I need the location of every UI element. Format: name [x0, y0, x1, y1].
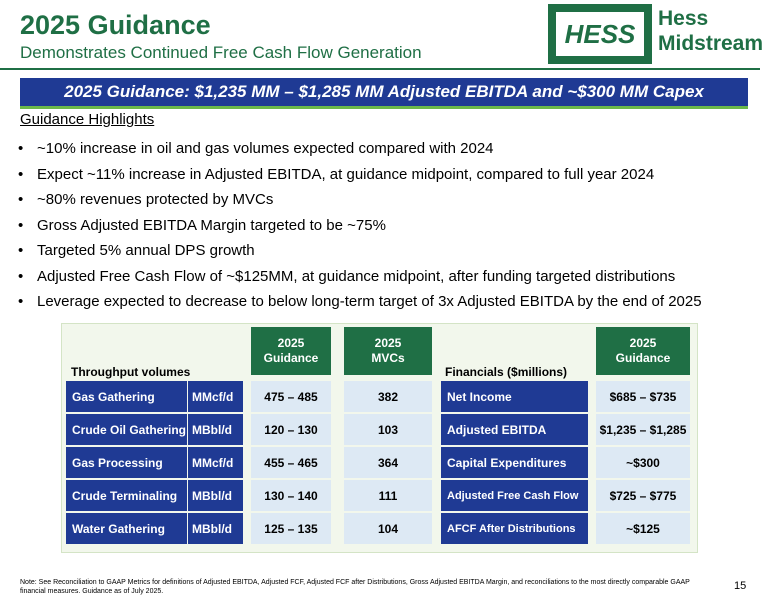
- throughput-guidance-value: 475 – 485: [251, 381, 331, 412]
- guidance-banner-text: 2025 Guidance: $1,235 MM – $1,285 MM Adjusted EBITDA and ~$300 MM Capex: [64, 82, 704, 101]
- highlight-item: [18, 213, 768, 239]
- bullet-marker: •: [18, 216, 24, 234]
- throughput-row-unit: MBbl/d: [188, 480, 243, 511]
- highlight-item: [18, 238, 768, 264]
- logo-name-line2: Midstream: [658, 32, 764, 55]
- throughput-row-label: Gas Gathering: [66, 381, 187, 412]
- highlight-text: ~80% revenues protected by MVCs: [37, 191, 274, 208]
- page-title: 2025 Guidance: [20, 10, 211, 40]
- highlight-text: Expect ~11% increase in Adjusted EBITDA, at guidance midpoint, compared to full year 2024: [37, 165, 655, 183]
- page-subtitle: Demonstrates Continued Free Cash Flow Generation: [20, 43, 422, 62]
- header-year: 2025: [374, 336, 402, 350]
- financials-row-label: AFCF After Distributions: [441, 513, 588, 544]
- bullet-marker: •: [18, 191, 24, 208]
- highlight-item: [18, 289, 768, 315]
- financials-guidance-value: $725 – $775: [596, 480, 690, 511]
- financials-guidance-value: ~$125: [596, 513, 690, 544]
- financials-guidance-value: $685 – $735: [596, 381, 690, 412]
- financials-heading: Financials ($millions): [445, 365, 568, 379]
- throughput-row-label: Gas Processing: [66, 447, 187, 478]
- financials-guidance-header: [596, 327, 690, 375]
- throughput-heading: Throughput volumes: [71, 365, 191, 379]
- throughput-guidance-header: [251, 327, 331, 375]
- throughput-row-unit: MMcf/d: [188, 381, 243, 412]
- footnote: Note: See Reconciliation to GAAP Metrics for definitions of Adjusted EBITDA, Adjusted FCF, Adjusted FCF after Distributions, Gross Adjusted EBITDA Margin, and reconciliations to the most directly comparable GAAP financial measures. Guidance as of July 2025.: [20, 579, 690, 595]
- throughput-mvc-value: 103: [344, 414, 432, 445]
- bullet-marker: •: [18, 140, 24, 157]
- bullet-marker: •: [18, 165, 24, 183]
- hess-midstream-logo: [548, 4, 764, 64]
- throughput-row-label: Water Gathering: [66, 513, 187, 544]
- header-year: 2025: [277, 336, 305, 350]
- financials-guidance-value: ~$300: [596, 447, 690, 478]
- bullet-marker: •: [18, 293, 24, 310]
- header-label: Guidance: [263, 351, 319, 365]
- highlight-item: [18, 162, 768, 188]
- hess-logo-inner: [553, 9, 647, 59]
- financials-row-label: Capital Expenditures: [441, 447, 588, 478]
- throughput-row-label: Crude Oil Gathering: [66, 414, 187, 445]
- guidance-banner: [20, 78, 748, 109]
- throughput-mvc-value: 104: [344, 513, 432, 544]
- highlight-text: ~10% increase in oil and gas volumes expected compared with 2024: [37, 140, 494, 157]
- highlights-title: Guidance Highlights: [20, 111, 155, 128]
- logo-name-line1: Hess: [658, 7, 709, 30]
- header-year: 2025: [629, 336, 657, 350]
- highlight-text: Leverage expected to decrease to below long-term target of 3x Adjusted EBITDA by the end of 2025: [37, 293, 702, 310]
- hess-logo-box: [548, 4, 652, 64]
- throughput-mvcs-header: [344, 327, 432, 375]
- highlights-list: [18, 136, 768, 315]
- highlight-item: [18, 136, 768, 162]
- bullet-marker: •: [18, 267, 24, 285]
- throughput-guidance-value: 125 – 135: [251, 513, 331, 544]
- financials-row-label: Adjusted EBITDA: [441, 414, 588, 445]
- hess-logo-mark: HESS: [564, 18, 636, 49]
- throughput-guidance-value: 120 – 130: [251, 414, 331, 445]
- highlight-text: Targeted 5% annual DPS growth: [37, 242, 255, 259]
- financials-guidance-value: $1,235 – $1,285: [596, 414, 690, 445]
- throughput-mvc-value: 111: [344, 480, 432, 511]
- throughput-row-unit: MBbl/d: [188, 513, 243, 544]
- throughput-row-unit: MBbl/d: [188, 414, 243, 445]
- highlight-item: [18, 264, 768, 290]
- financials-row-label: Adjusted Free Cash Flow: [441, 480, 588, 511]
- bullet-marker: •: [18, 242, 24, 259]
- highlight-item: [18, 187, 768, 213]
- hess-logo-wordmark: [658, 6, 763, 56]
- header-rule: [0, 68, 760, 70]
- header-label: Guidance: [615, 351, 671, 365]
- throughput-mvc-value: 382: [344, 381, 432, 412]
- throughput-guidance-value: 130 – 140: [251, 480, 331, 511]
- throughput-mvc-value: 364: [344, 447, 432, 478]
- page-number: 15: [734, 580, 747, 592]
- throughput-row-label: Crude Terminaling: [66, 480, 187, 511]
- highlight-text: Adjusted Free Cash Flow of ~$125MM, at guidance midpoint, after funding targeted distributions: [37, 267, 676, 285]
- highlight-text: Gross Adjusted EBITDA Margin targeted to be ~75%: [37, 216, 386, 234]
- financials-row-label: Net Income: [441, 381, 588, 412]
- header-label: MVCs: [371, 351, 405, 365]
- throughput-guidance-value: 455 – 465: [251, 447, 331, 478]
- throughput-row-unit: MMcf/d: [188, 447, 243, 478]
